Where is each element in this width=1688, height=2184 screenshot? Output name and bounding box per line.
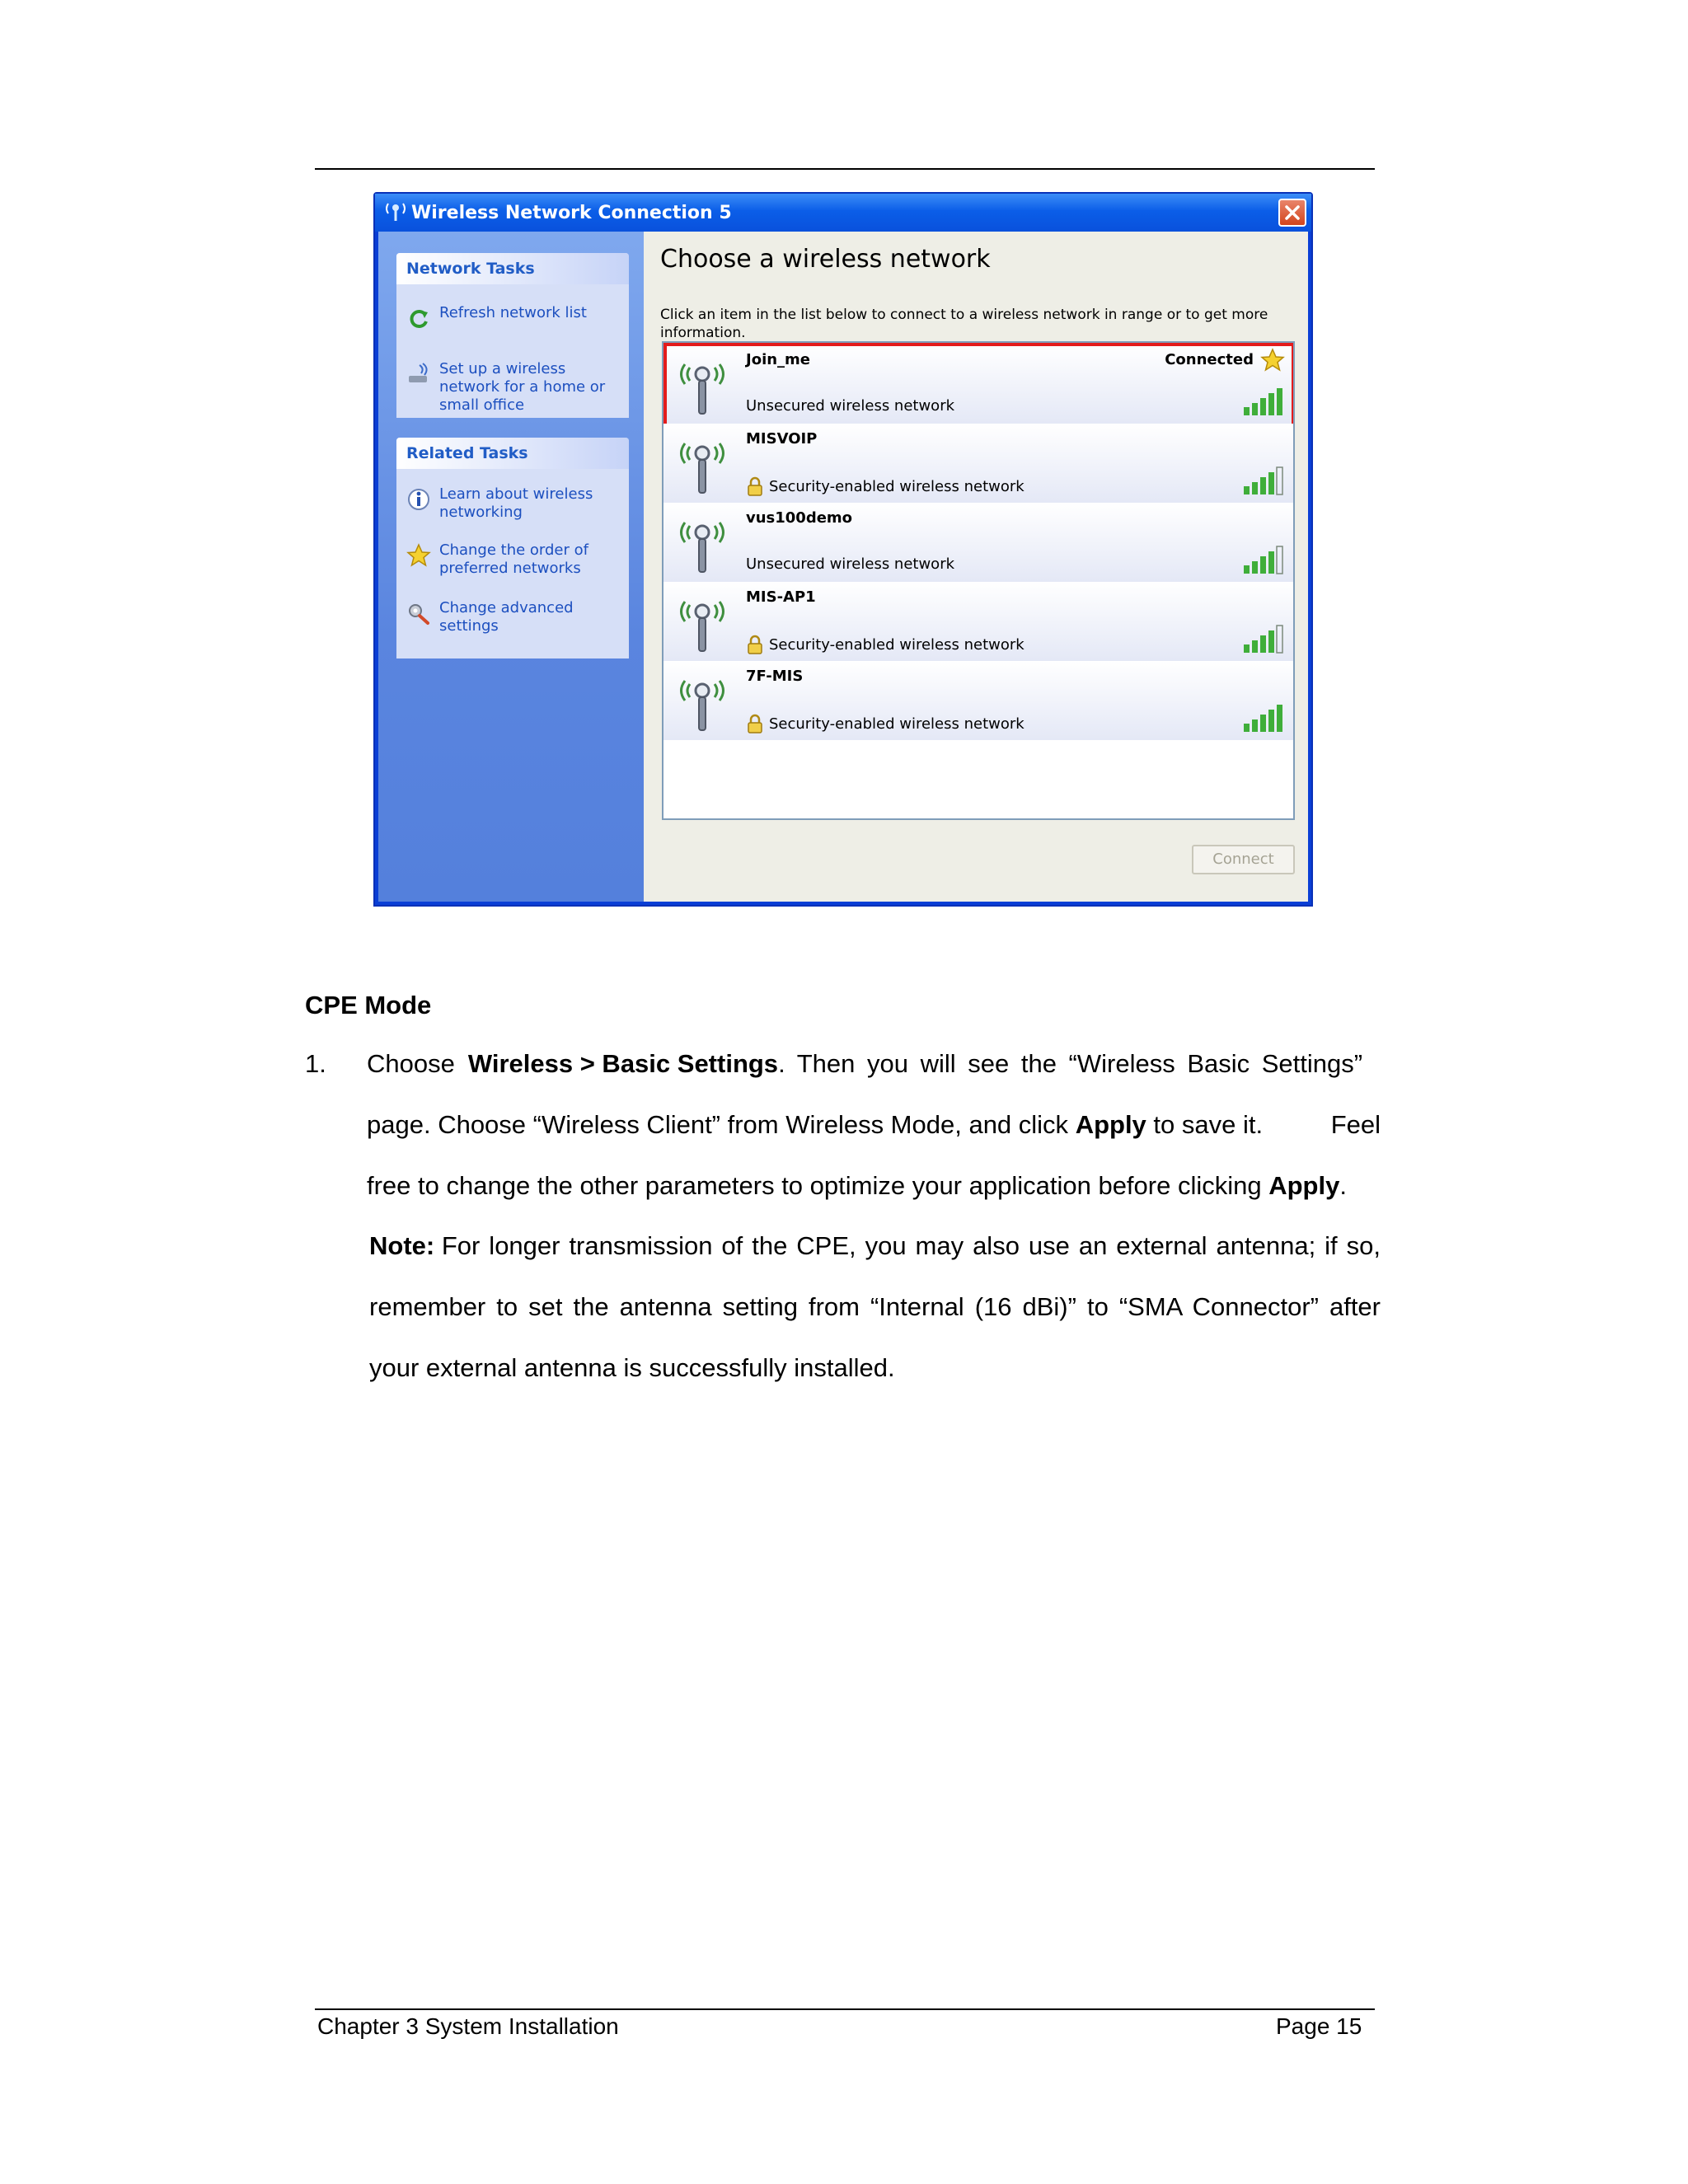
footer-chapter: Chapter 3 System Installation xyxy=(317,2013,619,2039)
text-run: page. Choose “Wireless Client” from Wireless Mode, and click xyxy=(367,1110,1076,1139)
learn-about-wireless-link[interactable] xyxy=(406,485,626,523)
setup-wireless-network-link[interactable] xyxy=(406,360,626,414)
lock-icon xyxy=(746,635,764,654)
network-item-7f-mis[interactable] xyxy=(663,661,1293,740)
selected-network-highlight xyxy=(663,343,1295,429)
change-advanced-settings-link[interactable] xyxy=(406,599,626,637)
network-item-misvoip[interactable] xyxy=(663,424,1293,503)
info-icon xyxy=(406,487,431,512)
security-label: Unsecured wireless network xyxy=(746,555,955,573)
security-label: Unsecured wireless network xyxy=(746,397,955,415)
note-line-1 xyxy=(369,1231,1381,1261)
pane-heading: Choose a wireless network xyxy=(660,245,991,274)
note-text: For longer transmission of the CPE, you may also use an external antenna; if so, xyxy=(441,1231,1381,1260)
network-tasks-header: Network Tasks xyxy=(396,253,629,284)
wireless-antenna-icon xyxy=(673,592,731,654)
close-icon xyxy=(1284,204,1301,221)
section-title: CPE Mode xyxy=(305,991,432,1019)
task-sidebar xyxy=(378,232,644,902)
network-name: MIS-AP1 xyxy=(746,588,816,606)
note-line-2 xyxy=(369,1292,1381,1322)
related-tasks-panel xyxy=(396,438,629,658)
network-security xyxy=(746,714,1025,733)
text-run: . xyxy=(1339,1171,1347,1200)
window-title: Wireless Network Connection 5 xyxy=(411,203,732,223)
wireless-connection-icon xyxy=(383,199,408,223)
footer-rule xyxy=(315,2008,1375,2010)
wireless-antenna-icon xyxy=(673,671,731,733)
connection-status: Connected xyxy=(1165,351,1254,368)
security-label: Security-enabled wireless network xyxy=(769,635,1025,654)
note-text: remember to set the antenna setting from “Internal (16 dBi)” to “SMA Connector” after xyxy=(369,1292,1381,1321)
text-run: to save it. xyxy=(1146,1110,1264,1139)
settings-icon xyxy=(406,601,431,626)
related-tasks-header: Related Tasks xyxy=(396,438,629,469)
signal-strength-icon xyxy=(1242,704,1285,733)
text-run-bold xyxy=(455,1049,1381,1079)
text-run: . Then you will see the “Wireless Basic Settings” xyxy=(778,1049,1363,1078)
step-number: 1. xyxy=(305,1049,326,1078)
refresh-icon xyxy=(406,306,431,330)
network-name: vus100demo xyxy=(746,509,853,527)
close-button[interactable] xyxy=(1278,199,1306,227)
lock-icon xyxy=(746,476,764,496)
title-bar[interactable] xyxy=(375,194,1311,232)
signal-strength-icon xyxy=(1242,625,1285,654)
apply-keyword: Apply xyxy=(1268,1171,1340,1200)
text-run: Choose xyxy=(367,1049,455,1078)
task-label: Refresh network list xyxy=(439,304,587,321)
wireless-network-list[interactable] xyxy=(662,341,1295,820)
network-name: 7F-MIS xyxy=(746,668,804,685)
network-security xyxy=(746,635,1025,654)
wireless-antenna-icon xyxy=(673,434,731,496)
wireless-setup-icon xyxy=(406,362,431,387)
menu-path: Wireless > Basic Settings xyxy=(467,1049,779,1078)
task-label: Set up a wireless network for a home or small office xyxy=(439,360,606,414)
refresh-network-list-link[interactable] xyxy=(406,304,626,329)
pane-instructions: Click an item in the list below to connect to a wireless network in range or to get more information. xyxy=(660,307,1268,341)
note-label: Note: xyxy=(369,1231,435,1260)
network-item-mis-ap1[interactable] xyxy=(663,582,1293,661)
network-security xyxy=(746,476,1025,496)
connect-button[interactable]: Connect xyxy=(1192,845,1295,874)
signal-strength-icon xyxy=(1242,466,1285,496)
text-run: free to change the other parameters to optimize your application before clicking xyxy=(367,1171,1269,1200)
network-security xyxy=(746,555,954,573)
signal-strength-icon xyxy=(1242,546,1285,575)
task-label: Change advanced settings xyxy=(439,599,574,635)
change-order-preferred-networks-link[interactable] xyxy=(406,541,626,579)
wireless-network-connection-window xyxy=(373,192,1313,907)
wireless-antenna-icon xyxy=(673,513,731,575)
network-item-vus100demo[interactable] xyxy=(663,503,1293,582)
text-run: Feel xyxy=(1330,1110,1381,1139)
task-label: Change the order of preferred networks xyxy=(439,541,588,577)
note-line-3 xyxy=(369,1353,1381,1383)
apply-keyword: Apply xyxy=(1075,1110,1146,1139)
lock-icon xyxy=(746,714,764,733)
header-rule xyxy=(315,168,1375,170)
note-text: your external antenna is successfully installed. xyxy=(369,1353,895,1382)
star-icon xyxy=(406,543,431,568)
security-label: Security-enabled wireless network xyxy=(769,715,1025,733)
network-name: Join_me xyxy=(746,351,811,368)
step-line-1 xyxy=(367,1049,1381,1079)
task-label: Learn about wireless networking xyxy=(439,485,593,521)
network-name: MISVOIP xyxy=(746,430,818,448)
network-list-pane xyxy=(644,232,1308,902)
step-line-2 xyxy=(367,1110,1381,1140)
security-label: Security-enabled wireless network xyxy=(769,477,1025,495)
network-tasks-panel xyxy=(396,253,629,418)
step-line-3 xyxy=(367,1171,1381,1201)
footer-page-number: Page 15 xyxy=(1276,2013,1362,2039)
